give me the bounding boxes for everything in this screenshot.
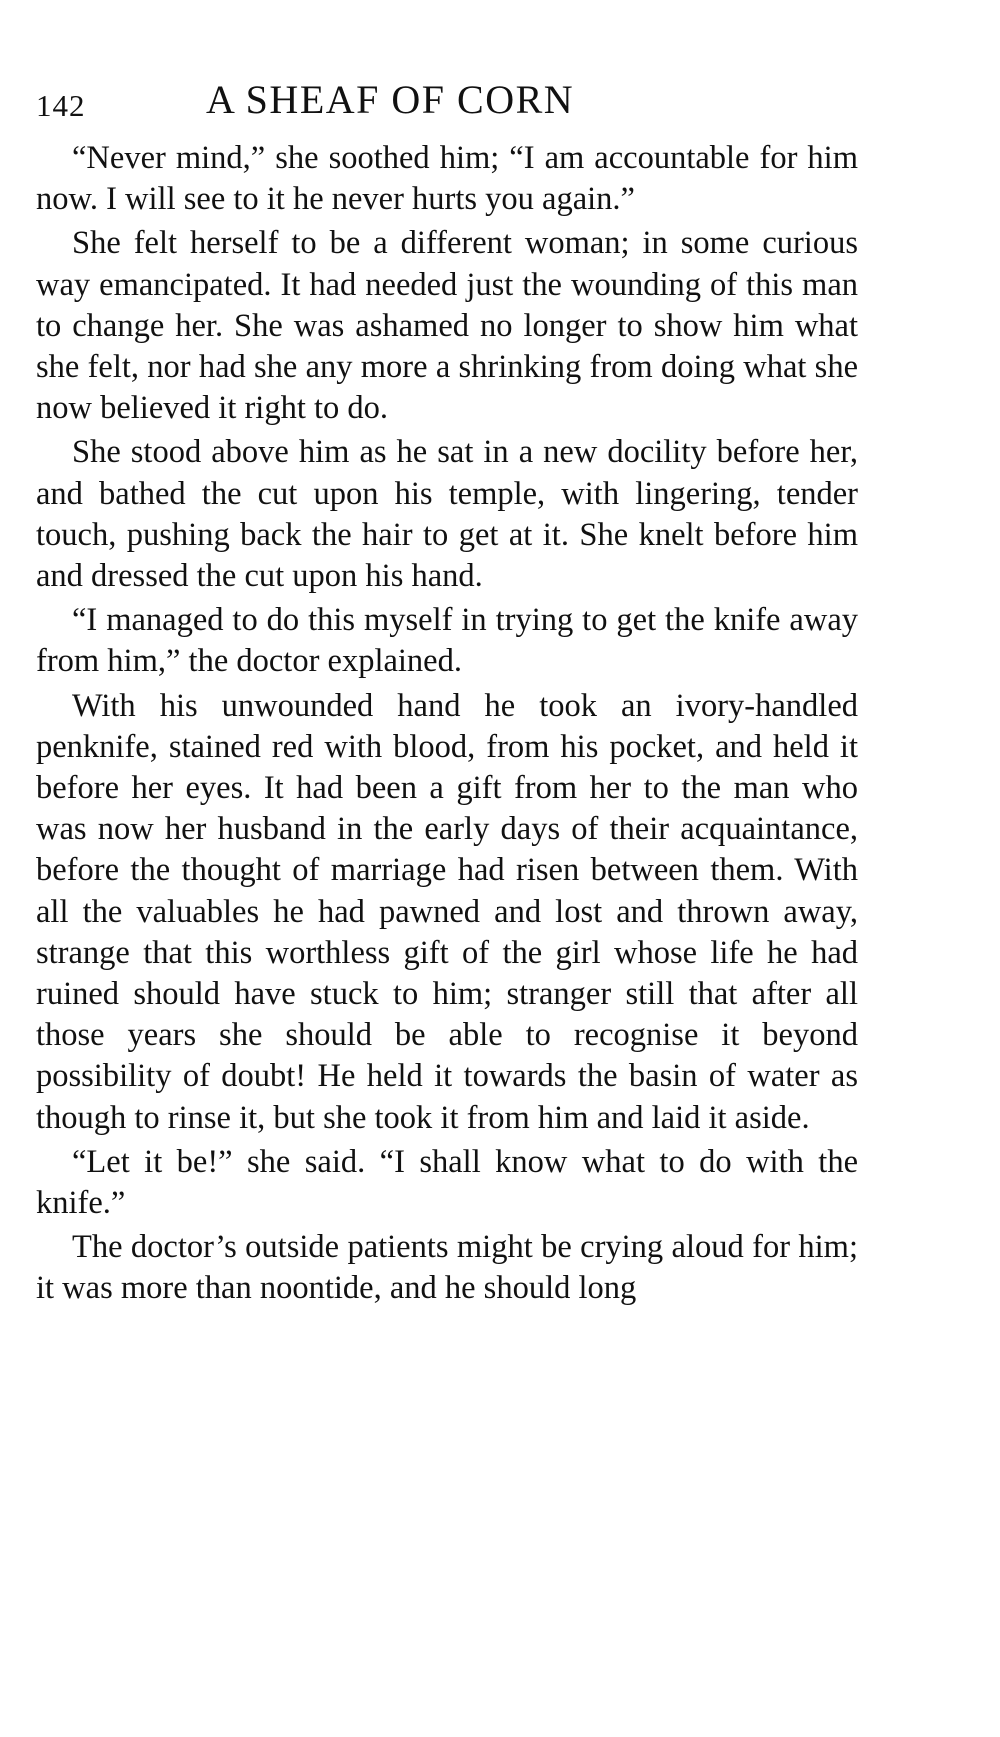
page-header [36, 76, 866, 126]
running-title: A SHEAF OF CORN [206, 77, 575, 122]
paragraph: The doctor’s outside patients might be crying aloud for him; it was more than noontide, and he should long [36, 1229, 858, 1307]
page-number: 142 [36, 88, 86, 123]
paragraph: “Let it be!” she said. “I shall know what to do with the knife.” [36, 1143, 858, 1222]
body-text [36, 138, 858, 1313]
paragraph: “Never mind,” she soothed him; “I am accountable for him now. I will see to it he never hurts you again.” [36, 140, 858, 218]
paragraph: She felt herself to be a different woman; in some curious way emancipated. It had needed just the wounding of this man to change her. She was ashamed no longer to show him what she felt, nor had she any more a shrinking from doing what she now believed it right to do. [36, 225, 858, 427]
paragraph: She stood above him as he sat in a new docility before her, and bathed the cut upon his temple, with lingering, tender touch, pushing back the hair to get at it. She knelt before him and dressed the cut upon his hand. [36, 434, 858, 595]
paragraph: With his unwounded hand he took an ivory-handled penknife, stained red with blood, from his pocket, and held it before her eyes. It had been a gift from her to the man who was now her husband in the early days of their acquaintance, before the thought of marriage had risen between them. With all the valuables he had pawned and lost and thrown away, strange that this worthless gift of the girl whose life he had ruined should have stuck to him; stranger still that after all those years she should be able to recognise it beyond possibility of doubt! He held it towards the basin of water as though to rinse it, but she took it from him and laid it aside. [36, 687, 858, 1136]
paragraph: “I managed to do this myself in trying to get the knife away from him,” the doctor explained. [36, 602, 858, 680]
